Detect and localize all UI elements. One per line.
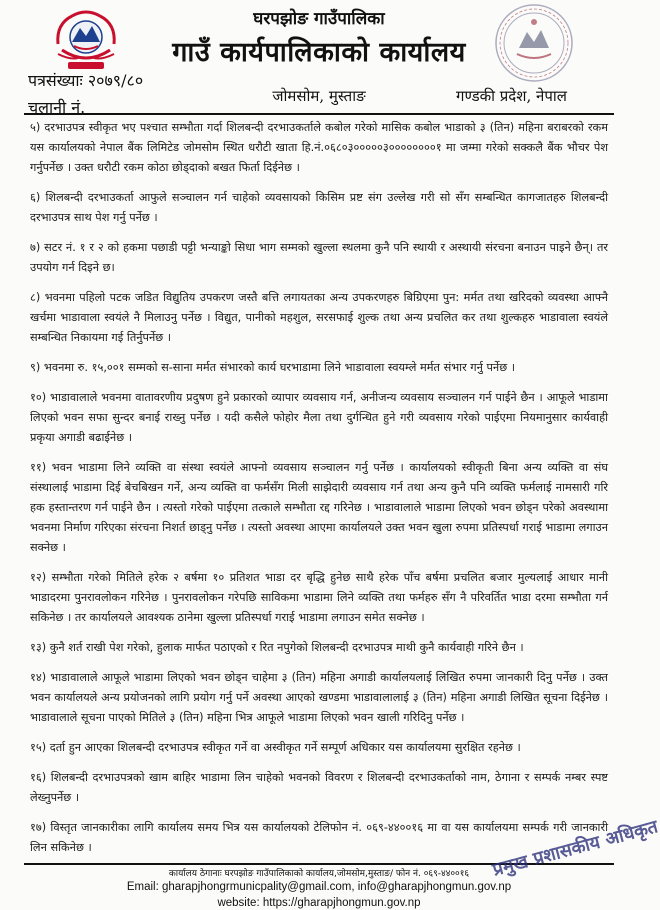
clause-7: ७) सटर नं. १ र २ को हकमा पछाडी पट्टी भन्याङ्को सिधा भाग सम्मको खुल्ला स्थलमा कुनै पनि स्थायी र अस्थायी संरचना बनाउन पाइने छैन्। तर उपयोग गर्न दिइने छ। (30, 241, 608, 274)
letter-body (30, 118, 608, 868)
header-divider (24, 113, 614, 115)
clause-5: ५) दरभाउपत्र स्वीकृत भए पश्चात सम्भौता गर्दा शिलबन्दी दरभाउकर्ताले कबोल गरेको मासिक कबोल भाडाको ३ (तिन) महिना बराबरको रकम यस कार्यालयको नेपाल बैंक लिमिटेड जोमसोम स्थित धरौटी खाता हि.नं.०६८०३०००००३००००००००१ मा जम्मा गरेको सक्कलै बैंक भौचर पेश गर्नुपर्नेछ । उक्त धरौटी रकम कोठा छोड्दाको बखत फिर्ता दिईनेछ । (30, 121, 608, 174)
clause-15: १५) दर्ता हुन आएका शिलबन्दी दरभाउपत्र स्वीकृत गर्ने वा अस्वीकृत गर्ने सम्पूर्ण अधिकार यस कार्यालयमा सुरक्षित रहनेछ । (30, 741, 521, 754)
official-stamp: प्रमुख प्रशासकीय अधिकृत (490, 816, 660, 881)
clause-17: १७) विस्तृत जानकारीका लागि कार्यालय समय भित्र यस कार्यालयको टेलिफोन नं. ०६९-४४००१६ मा वा यस कार्यालयमा सम्पर्क गरी जानकारी लिन सकिनेछ । (30, 821, 608, 854)
clause-16: १६) शिलबन्दी दरभाउपत्रको खाम बाहिर भाडामा लिन चाहेको भवनको विवरण र शिलबन्दी दरभाउकर्ताको नाम, ठेगाना र सम्पर्क नम्बर स्पष्ट लेख्नुपर्नेछ । (30, 771, 608, 804)
clause-9: ९) भवनमा रु. १५,००१ सम्मको स-साना मर्मत संभारको कार्य घरभाडामा लिने भाडावाला स्वयम्ले मर्मत संभार गर्नु पर्नेछ । (30, 361, 515, 374)
dispatch-number: चलानी नं. (28, 98, 86, 117)
reference-number: पत्रसंख्याः २०७९/८० (28, 71, 144, 90)
clause-11: ११) भवन भाडामा लिने व्यक्ति वा संस्था स्वयंले आफ्नो व्यवसाय सञ्चालन गर्नु पर्नेछ । कार्यालयको स्वीकृती बिना अन्य व्यक्ति वा संघ संस्थालाई भाडामा दिई बेचबिखन गर्ने, अन्य व्यक्ति वा फर्मसँग मिली साझेदारी व्यवसाय गर्न तथा अन्य कुनै पनि व्यक्ति फर्मलाई नामसारी गरि हक हस्तान्तरण गर्न पाईने छैन । त्यस्तो गरेको पाईएमा तत्काले सम्भौता रद्द गरिनेछ । भाडावालाले भाडामा लिएको भवन छोड्न परेको अवस्थामा भवनमा निर्माण गरिएका संरचना निशर्त छाड्नु पर्नेछ । त्यस्तो अवस्था आएमा कार्यालयले उक्त भवन खुला रुपमा प्रतिस्पर्धा गराई भाडामा लगाउन सक्नेछ । (30, 461, 608, 554)
footer-address: कार्यालय ठेगानाः घरपझोङ गाउँपालिकाको कार्यालय,जोमसोम,मुस्ताङ/ फोन नं. ०६९-४४००१६ (168, 869, 470, 879)
clause-8: ८) भवनमा पहिलो पटक जडित विद्युतिय उपकरण जस्तै बत्ति लगायतका अन्य उपकरणहरु बिग्रिएमा पुन: मर्मत तथा खरिदको व्यवस्था आफ्नै खर्चमा भाडावाला स्वयंले नै मिलाउनु पर्नेछ । विद्युत, पानीको महशुल, सरसफाई शुल्क तथा अन्य प्रचलित कर तथा शुल्कहरु भाडावाला स्वयंले सम्बन्धित निकायमा गई तिर्नुपर्नेछ । (30, 291, 608, 344)
office-title: गाउँ कार्यपालिकाको कार्यालय (172, 37, 466, 68)
clause-6: ६) शिलबन्दी दरभाउकर्ता आफुले सञ्चालन गर्न चाहेको व्यवसायको किसिम प्रष्ट संग उल्लेख गरी सो सँग सम्बन्धित कागजातहरु शिलबन्दी दरभाउपत्र साथ पेश गर्नु पर्नेछ । (30, 191, 608, 224)
clause-10: १०) भाडावालाले भवनमा वातावरणीय प्रदुषण हुने प्रकारको व्यापार व्यवसाय गर्न, अनीजन्य व्यवसाय सञ्चालन गर्न पाईने छैन । आफूले भाडामा लिएको भवन सफा सुन्दर बनाई राख्नु पर्नेछ । यदी कसैले फोहोर मैला तथा दुर्गन्धित हुने गरी व्यवसाय गरेको पाईएमा नियमानुसार कार्यवाही प्रकृया अगाडी बढाईनेछ । (30, 391, 608, 444)
office-location: जोमसोम, मुस्ताङ (272, 87, 366, 105)
clause-12: १२) सम्भौता गरेको मितिले हरेक २ बर्षमा १० प्रतिशत भाडा दर बृद्धि हुनेछ साथै हरेक पाँच बर्षमा प्रचलित बजार मुल्यलाई आधार मानी भाडादरमा पुनरावलोकन गरिनेछ । पुनरावलोकन गरेपछि साविकमा भाडामा लिने व्यक्ति तथा फर्महरु सँग नै परिवर्तित भाडा दरमा सम्भौता गर्न सकिनेछ । तर कार्यालयले आवश्यक ठानेमा खुल्ला प्रतिस्पर्धा गराई भाडामा लगाउन समेत सक्नेछ । (30, 571, 608, 624)
clause-13: १३) कुनै शर्त राखी पेश गरेको, हुलाक मार्फत पठाएको र रित नपुगेको शिलबन्दी दरभाउपत्र माथी कुनै कार्यवाही गरिने छैन । (30, 641, 524, 654)
clause-14: १४) भाडावालाले आफूले भाडामा लिएको भवन छोड्न चाहेमा ३ (तिन) महिना अगाडी कार्यालयलाई लिखित रुपमा जानकारी दिनु पर्नेछ । उक्त भवन कार्यालयले अन्य प्रयोजनको लागि प्रयोग गर्नु पर्ने अवस्था आएको खण्डमा भाडावालालाई ३ (तिन) महिना अगाडी लिखित सूचना दिईनेछ । भाडावालाले सूचना पाएको मितिले ३ (तिन) महिना भित्र आफूले भाडामा लिएको भवन खाली गरिदिनु पर्नेछ । (30, 671, 608, 724)
footer-website[interactable]: website: https://gharapjhongmun.gov.np (217, 897, 421, 909)
province-label: गण्डकी प्रदेश, नेपाल (456, 87, 567, 105)
footer-email[interactable]: Email: gharapjhongrmunicpality@gmail.com, info@gharapjhongmun.gov.np (126, 881, 512, 893)
municipality-name: घरपझोङ गाउँपालिका (253, 9, 385, 29)
